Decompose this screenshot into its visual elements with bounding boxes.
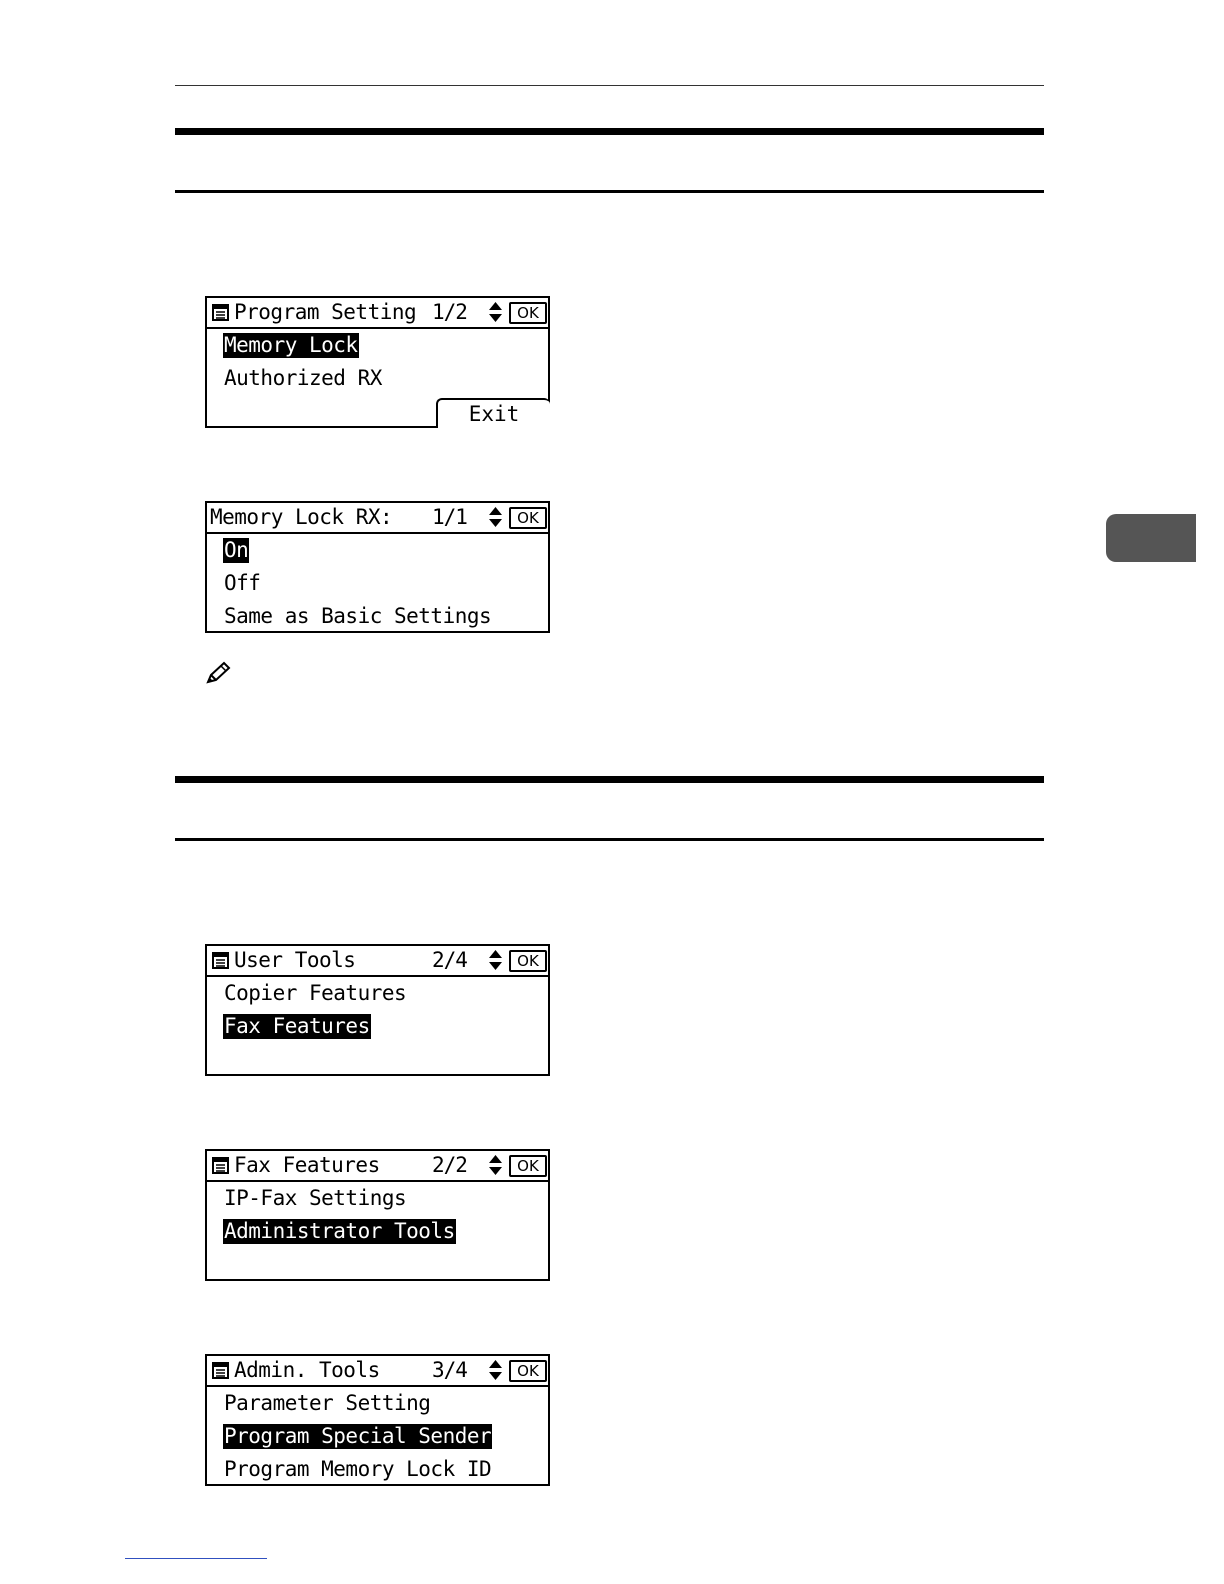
lcd-title: Admin. Tools (234, 1358, 380, 1382)
header-rule (175, 85, 1044, 86)
lcd-title: User Tools (234, 948, 356, 972)
option-same-as-basic[interactable]: Same as Basic Settings (224, 604, 492, 628)
ok-key[interactable]: OK (509, 507, 547, 529)
menu-list-icon (212, 1157, 229, 1174)
lcd-header (207, 1151, 548, 1182)
footer-link-underline (125, 1558, 267, 1559)
menu-item-program-memory-lock-id[interactable]: Program Memory Lock ID (224, 1457, 492, 1481)
up-down-arrow-icon[interactable] (488, 506, 503, 528)
up-down-arrow-icon[interactable] (488, 1359, 503, 1381)
lcd-screen-memory-lock-rx (205, 501, 550, 633)
lcd-page-indicator: 1/2 (432, 300, 467, 324)
up-down-arrow-icon[interactable] (488, 949, 503, 971)
menu-item-copier-features[interactable]: Copier Features (224, 981, 407, 1005)
section-rule-bottom (175, 838, 1044, 841)
menu-item-fax-features[interactable]: Fax Features (224, 1014, 370, 1038)
option-off[interactable]: Off (224, 571, 261, 595)
lcd-header (207, 1356, 548, 1387)
up-down-arrow-icon[interactable] (488, 301, 503, 323)
lcd-page-indicator: 2/2 (432, 1153, 467, 1177)
menu-item-memory-lock[interactable]: Memory Lock (224, 333, 358, 357)
ok-key[interactable]: OK (509, 1360, 547, 1382)
menu-item-administrator-tools[interactable]: Administrator Tools (224, 1219, 455, 1243)
ok-key[interactable]: OK (509, 950, 547, 972)
exit-button[interactable]: Exit (436, 398, 550, 428)
lcd-header (207, 503, 548, 534)
section-rule-top (175, 128, 1044, 135)
lcd-screen-user-tools (205, 944, 550, 1076)
lcd-header (207, 298, 548, 329)
lcd-title: Program Setting (234, 300, 417, 324)
lcd-header (207, 946, 548, 977)
ok-key[interactable]: OK (509, 302, 547, 324)
menu-list-icon (212, 952, 229, 969)
menu-list-icon (212, 304, 229, 321)
chapter-tab (1106, 514, 1196, 562)
lcd-title: Memory Lock RX: (210, 505, 393, 529)
section-rule-bottom (175, 190, 1044, 193)
lcd-page-indicator: 3/4 (432, 1358, 467, 1382)
section-rule-top (175, 776, 1044, 783)
pencil-note-icon (204, 660, 234, 686)
menu-list-icon (212, 1362, 229, 1379)
lcd-screen-program-setting (205, 296, 550, 428)
ok-key[interactable]: OK (509, 1155, 547, 1177)
lcd-page-indicator: 1/1 (432, 505, 467, 529)
up-down-arrow-icon[interactable] (488, 1154, 503, 1176)
lcd-screen-admin-tools (205, 1354, 550, 1486)
lcd-screen-fax-features (205, 1149, 550, 1281)
lcd-page-indicator: 2/4 (432, 948, 467, 972)
menu-item-parameter-setting[interactable]: Parameter Setting (224, 1391, 431, 1415)
option-on[interactable]: On (224, 538, 249, 562)
menu-item-program-special-sender[interactable]: Program Special Sender (224, 1424, 492, 1448)
lcd-title: Fax Features (234, 1153, 380, 1177)
menu-item-ip-fax-settings[interactable]: IP-Fax Settings (224, 1186, 407, 1210)
menu-item-authorized-rx[interactable]: Authorized RX (224, 366, 382, 390)
